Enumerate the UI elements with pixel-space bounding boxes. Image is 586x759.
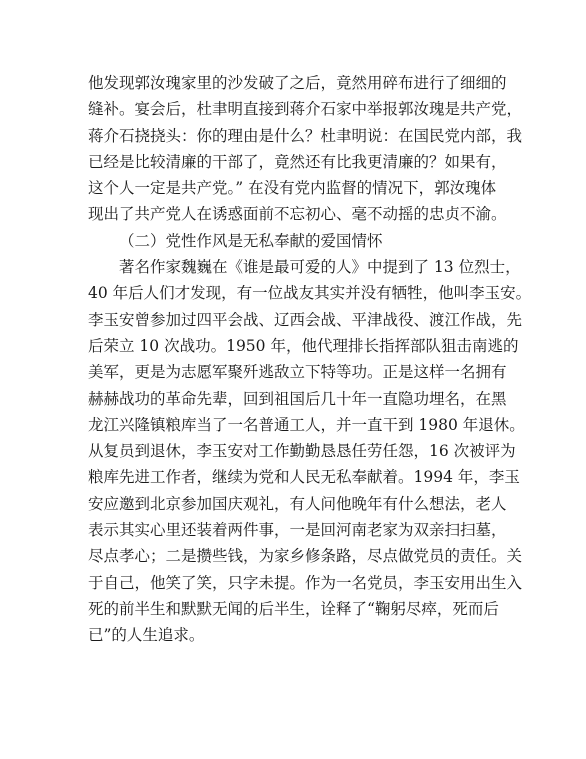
text-line: 李玉安曾参加过四平会战、辽西会战、平津战役、渡江作战，先	[88, 310, 523, 329]
text-line: 现出了共产党人在诱惑面前不忘初心、毫不动摇的忠贞不渝。	[88, 205, 507, 224]
paragraph-guo-ruhui	[88, 70, 523, 228]
text-line: 表示其实心里还装着两件事，一是回河南老家为双亲扫扫墓，	[88, 521, 507, 540]
section-heading: （二）党性作风是无私奉献的爱国情怀	[119, 231, 383, 250]
text-line: 安应邀到北京参加国庆观礼，有人问他晚年有什么想法，老人	[88, 494, 507, 513]
text-line: 美军，更是为志愿军聚歼逃敌立下特等功。正是这样一名拥有	[88, 363, 507, 382]
text-line: 于自己，他笑了笑，只字未提。作为一名党员，李玉安用出生入	[88, 573, 523, 592]
text-line: 缝补。宴会后，杜聿明直接到蒋介石家中举报郭汝瑰是共产党，	[88, 100, 523, 119]
text-line: 他发现郭汝瑰家里的沙发破了之后，竟然用碎布进行了细细的	[88, 74, 507, 92]
text-line: 死的前半生和默默无闻的后半生，诠释了“鞠躬尽瘁，死而后	[88, 599, 499, 618]
text-line: 40 年后人们才发现，有一位战友其实并没有牺牲，他叫李玉安。	[88, 284, 532, 303]
document-body	[88, 70, 532, 649]
text-line: 后荣立 10 次战功。1950 年，他代理排长指挥部队狙击南逃的	[88, 336, 519, 355]
text-line: 龙江兴隆镇粮库当了一名普通工人，并一直干到 1980 年退休。	[88, 415, 525, 434]
text-line: 已”的人生追求。	[88, 626, 205, 645]
text-line: 尽点孝心；二是攒些钱，为家乡修条路，尽点做党员的责任。关	[88, 547, 523, 566]
text-line: 粮库先进工作者，继续为党和人民无私奉献着。1994 年，李玉	[88, 468, 520, 487]
text-line: 从复员到退休，李玉安对工作勤勤恳恳任劳任怨，16 次被评为	[88, 442, 516, 461]
text-line: 蒋介石挠挠头：你的理由是什么？杜聿明说：在国民党内部，我	[88, 126, 523, 145]
text-line: 已经是比较清廉的干部了，竟然还有比我更清廉的？如果有，	[88, 152, 507, 171]
text-line: 赫赫战功的革命先辈，回到祖国后几十年一直隐功埋名，在黑	[88, 389, 507, 408]
paragraph-li-yuan	[88, 254, 532, 648]
text-line: 这个人一定是共产党。” 在没有党内监督的情况下，郭汝瑰体	[88, 179, 497, 198]
text-line: 著名作家魏巍在《谁是最可爱的人》中提到了 13 位烈士，	[119, 258, 521, 277]
